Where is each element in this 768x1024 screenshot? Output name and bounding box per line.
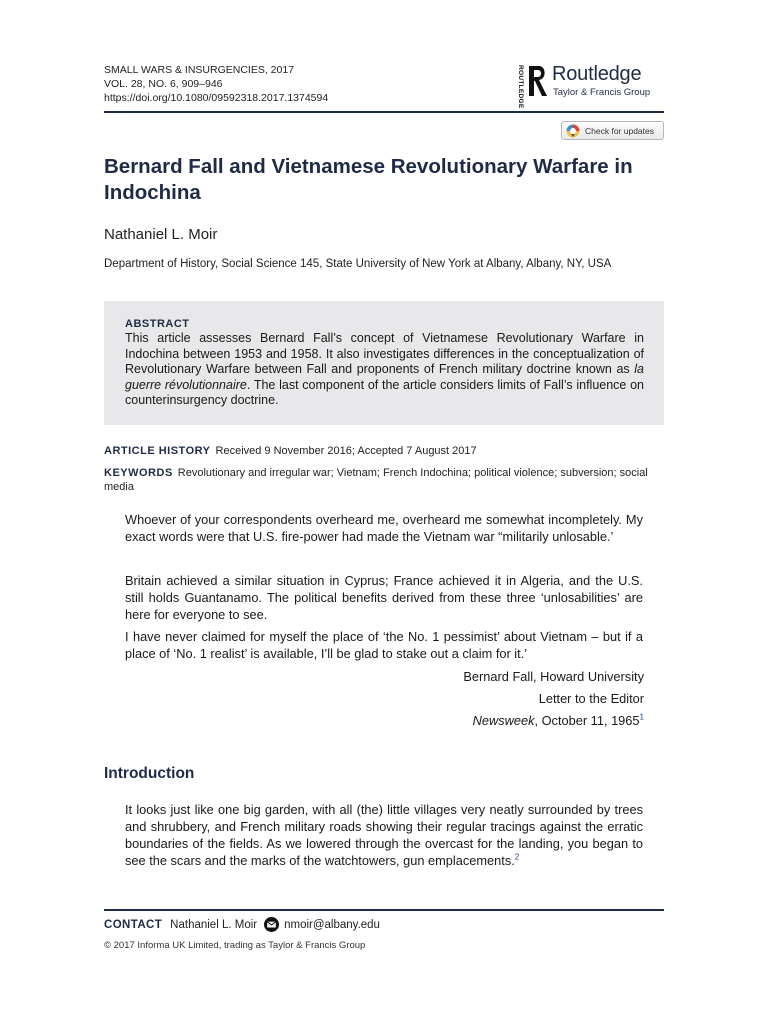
abstract-box — [104, 301, 664, 425]
envelope-icon — [264, 917, 279, 932]
contact-line — [104, 917, 380, 932]
contact-label: CONTACT — [104, 918, 163, 931]
epigraph-paragraph: I have never claimed for myself the place of ‘the No. 1 pessimist’ about Vietnam – but if a place of ‘No. 1 realist’ is available, I’ll be glad to stake out a claim for it.’ — [125, 629, 643, 661]
publisher-vertical-wordmark: ROUTLEDGE — [517, 65, 524, 109]
publisher-logo — [514, 63, 664, 109]
article-history-label: ARTICLE HISTORY — [104, 445, 211, 457]
doi-link[interactable]: https://doi.org/10.1080/09592318.2017.1374594 — [104, 92, 329, 104]
article-history — [104, 444, 664, 458]
article-title: Bernard Fall and Vietnamese Revolutionary Warfare in Indochina — [104, 155, 633, 204]
epigraph-paragraph: Whoever of your correspondents overheard me, overheard me somewhat incompletely. My exact words were that U.S. fire-power had made the Vietnam war “militarily unlosable.’ — [125, 512, 643, 544]
abstract-text: This article assesses Bernard Fall’s concept of Vietnamese Revolutionary Warfare in Indochina between 1953 and 1958. It also investigates differences in the conceptualization of Revolutionary Warfare between Fall and proponents of French military doctrine known as la guerre révolutionnaire. The last component of the article considers limits of Fall’s influence on counterinsurgency doctrine. — [125, 331, 644, 408]
crossmark-icon — [566, 124, 580, 138]
footnote-marker[interactable]: 1 — [639, 712, 644, 722]
abstract-heading: ABSTRACT — [125, 318, 190, 330]
epigraph-source-type: Letter to the Editor — [538, 691, 644, 706]
publisher-name: Routledge — [552, 63, 642, 85]
article-history-value: Received 9 November 2016; Accepted 7 August 2017 — [215, 445, 477, 457]
check-for-updates-button[interactable] — [561, 121, 664, 140]
keywords-label: KEYWORDS — [104, 467, 173, 479]
section-heading-introduction: Introduction — [104, 765, 195, 782]
epigraph-paragraph: Britain achieved a similar situation in Cyprus; France achieved it in Algeria, and the U.S. still holds Guantanamo. The political benefits derived from these three ‘unlosabilities’ are here for everyone to see. — [125, 573, 643, 622]
author-name: Nathaniel L. Moir — [104, 226, 218, 243]
publisher-subtitle: Taylor & Francis Group — [553, 87, 651, 98]
routledge-r-icon — [526, 63, 550, 99]
contact-name: Nathaniel L. Moir — [170, 918, 258, 931]
contact-email-link[interactable]: nmoir@albany.edu — [284, 918, 380, 931]
footer-rule — [104, 909, 664, 911]
footnote-marker[interactable]: 2 — [514, 852, 520, 862]
epigraph-attribution: Bernard Fall, Howard University — [463, 669, 644, 684]
check-for-updates-label: Check for updates — [585, 125, 654, 136]
author-affiliation: Department of History, Social Science 145, State University of New York at Albany, Albany, NY, USA — [104, 258, 612, 270]
journal-volume-pages: VOL. 28, NO. 6, 909–946 — [104, 78, 223, 90]
abstract-italic-term: la guerre révolutionnaire — [125, 362, 644, 392]
epigraph-source: Newsweek, October 11, 1965$^1$ — [472, 712, 644, 728]
header-rule — [104, 111, 664, 113]
journal-name-year: SMALL WARS & INSURGENCIES, 2017 — [104, 64, 295, 76]
copyright-notice: © 2017 Informa UK Limited, trading as Taylor & Francis Group — [104, 940, 366, 951]
introduction-quote: It looks just like one big garden, with all (the) little villages very neatly surrounded by trees and shrubbery, and French military roads showing their regular tracings against the erratic boundaries of the fields. As we lowered through the overcast for the landing, you began to see the scars and the marks of the watchtowers, gun emplacements.$^2$ — [125, 802, 643, 868]
keywords-value: Revolutionary and irregular war; Vietnam; French Indochina; political violence; subversion; social media — [104, 467, 648, 493]
journal-citation — [104, 63, 328, 105]
keywords — [104, 466, 664, 494]
